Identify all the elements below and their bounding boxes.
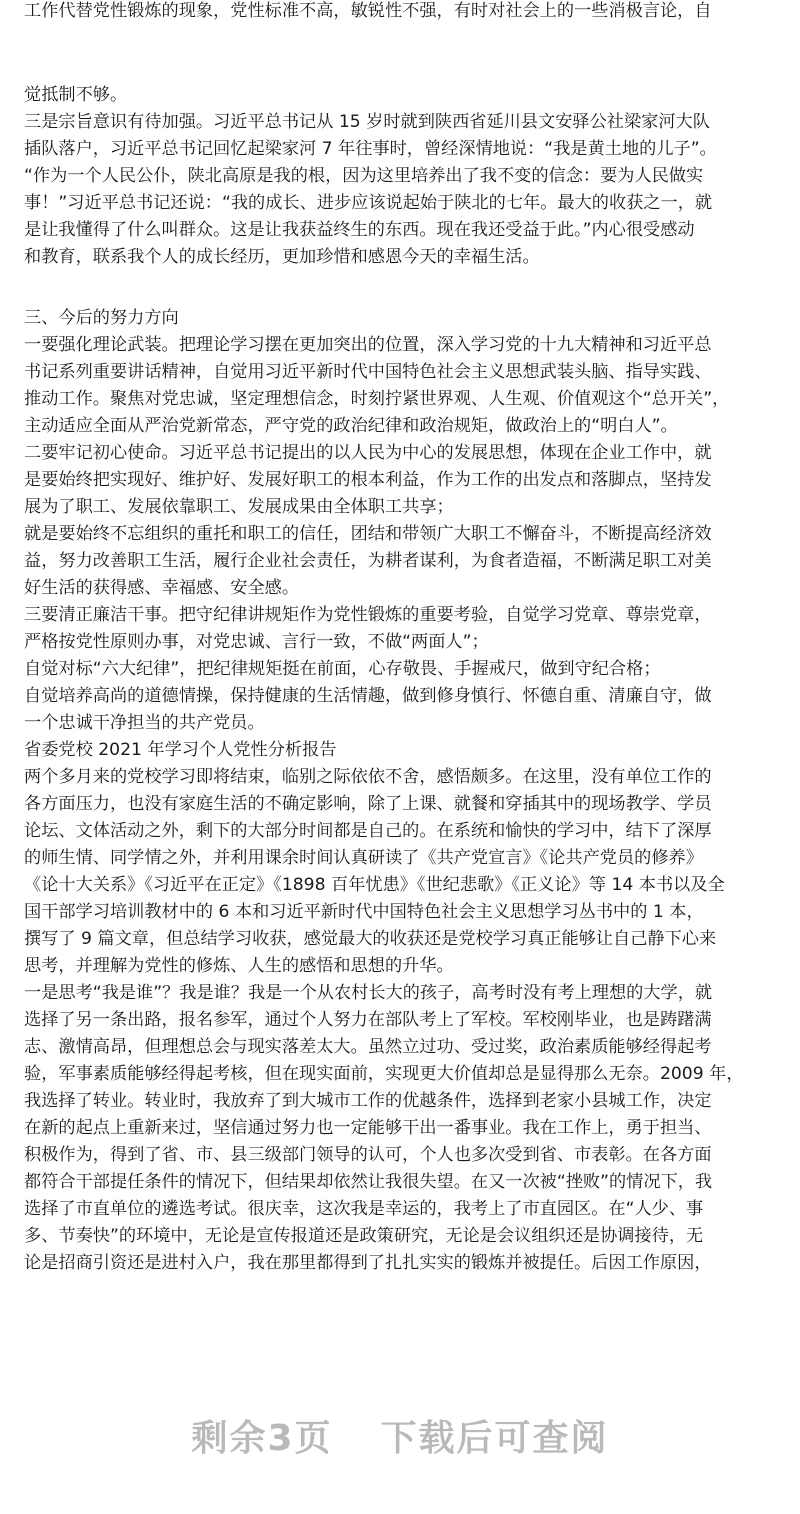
text-line: 和教育，联系我个人的成长经历，更加珍惜和感恩今天的幸福生活。 (24, 247, 540, 267)
text-line: 益，努力改善职工生活，履行企业社会责任，为耕者谋利，为食者造福，不断满足职工对美 (24, 551, 712, 571)
text-line: 多、节奏快”的环境中，无论是宣传报道还是政策研究，无论是会议组织还是协调接待，无 (24, 1226, 704, 1246)
text-line: 志、激情高昂，但理想总会与现实落差太大。虽然立过功、受过奖，政治素质能够经得起考 (24, 1037, 712, 1057)
text-line: 主动适应全面从严治党新常态，严守党的政治纪律和政治规矩，做政治上的“明白人”。 (24, 416, 678, 436)
text-line: 论坛、文体活动之外，剩下的大部分时间都是自己的。在系统和愉快的学习中，结下了深厚 (24, 821, 712, 841)
text-line: 选择了市直单位的遴选考试。很庆幸，这次我是幸运的，我考上了市直园区。在“人少、事 (24, 1199, 704, 1219)
text-line: 撰写了 9 篇文章，但总结学习收获，感觉最大的收获还是党校学习真正能够让自己静下心来 (24, 929, 717, 949)
text-line: 都符合干部提任条件的情况下，但结果却依然让我很失望。在又一次被“挫败”的情况下，我 (24, 1172, 713, 1192)
text-line: 选择了另一条出路，报名参军，通过个人努力在部队考上了军校。军校刚毕业，也是踌躇满 (24, 1010, 712, 1030)
text-line: 思考，并理解为党性的修炼、人生的感悟和思想的升华。 (24, 956, 454, 976)
text-line: 就是要始终不忘组织的重托和职工的信任，团结和带领广大职工不懈奋斗，不断提高经济效 (24, 524, 712, 544)
text-line: 一是思考“我是谁”？我是谁？我是一个从农村长大的孩子，高考时没有考上理想的大学，就 (24, 983, 713, 1003)
text-line: 积极作为，得到了省、市、县三级部门领导的认可，个人也多次受到省、市表彰。在各方面 (24, 1145, 712, 1165)
text-line: 自觉培养高尚的道德情操，保持健康的生活情趣，做到修身慎行、怀德自重、清廉自守，做 (24, 686, 712, 706)
text-line: 工作代替党性锻炼的现象，党性标准不高，敏锐性不强，有时对社会上的一些消极言论，自 (24, 1, 712, 21)
text-line: 好生活的获得感、幸福感、安全感。 (24, 578, 300, 598)
text-line: 插队落户，习近平总书记回忆起梁家河 7 年往事时，曾经深情地说：“我是黄土地的儿子”。 (24, 139, 717, 159)
text-line: 书记系列重要讲话精神，自觉用习近平新时代中国特色社会主义思想武装头脑、指导实践、 (24, 362, 712, 382)
text-line: 国干部学习培训教材中的 6 本和习近平新时代中国特色社会主义思想学习丛书中的 1 本， (24, 902, 704, 922)
text-line: 一要强化理论武装。把理论学习摆在更加突出的位置，深入学习党的十九大精神和习近平总 (24, 335, 712, 355)
text-line: 我选择了转业。转业时，我放弃了到大城市工作的优越条件，选择到老家小县城工作，决定 (24, 1091, 712, 1111)
text-line: 推动工作。聚焦对党忠诚，坚定理想信念，时刻拧紧世界观、人生观、价值观这个“总开关”， (24, 389, 730, 409)
text-line: 三要清正廉洁干事。把守纪律讲规矩作为党性锻炼的重要考验，自觉学习党章、尊崇党章， (24, 605, 712, 625)
remaining-pages-label: 剩余3页 (191, 1418, 333, 1459)
text-line: 三、今后的努力方向 (24, 308, 179, 328)
text-line: 觉抵制不够。 (24, 85, 128, 105)
text-line: 验，军事素质能够经得起考核，但在现实面前，实现更大价值却总是显得那么无奈。2009 年， (24, 1064, 744, 1084)
text-line: 论是招商引资还是进村入户，我在那里都得到了扎扎实实的锻炼并被提任。后因工作原因， (24, 1253, 712, 1273)
text-line: 《论十大关系》《习近平在正定》《1898 百年忧患》《世纪悲歌》《正义论》等 14 本书以及全 (24, 875, 725, 895)
text-line: 三是宗旨意识有待加强。习近平总书记从 15 岁时就到陕西省延川县文安驿公社梁家河大队 (24, 112, 710, 132)
text-line: 省委党校 2021 年学习个人党性分析报告 (24, 740, 337, 760)
text-line: 展为了职工、发展依靠职工、发展成果由全体职工共享； (24, 497, 454, 517)
download-to-read-label: 下载后可查阅 (380, 1418, 609, 1459)
text-line: 自觉对标“六大纪律”，把纪律规矩挺在前面，心存敬畏、手握戒尺，做到守纪合格； (24, 659, 661, 679)
text-line: 各方面压力，也没有家庭生活的不确定影响，除了上课、就餐和穿插其中的现场教学、学员 (24, 794, 712, 814)
text-line: 严格按党性原则办事，对党忠诚、言行一致，不做“两面人”； (24, 632, 489, 652)
text-line: 的师生情、同学情之外，并利用课余时间认真研读了《共产党宣言》《论共产党员的修养》 (24, 848, 703, 868)
download-prompt[interactable] (0, 1410, 800, 1461)
text-line: 是要始终把实现好、维护好、发展好职工的根本利益，作为工作的出发点和落脚点，坚持发 (24, 470, 712, 490)
text-line: 两个多月来的党校学习即将结束，临别之际依依不舍，感悟颇多。在这里，没有单位工作的 (24, 767, 712, 787)
text-line: 在新的起点上重新来过，坚信通过努力也一定能够干出一番事业。我在工作上，勇于担当、 (24, 1118, 712, 1138)
text-line: 事！”习近平总书记还说：“我的成长、进步应该说起始于陕北的七年。最大的收获之一，就 (24, 193, 713, 213)
text-line: 一个忠诚干净担当的共产党员。 (24, 713, 265, 733)
text-line: 是让我懂得了什么叫群众。这是让我获益终生的东西。现在我还受益于此。”内心很受感动 (24, 220, 695, 240)
text-line: “作为一个人民公仆，陕北高原是我的根，因为这里培养出了我不变的信念：要为人民做实 (24, 166, 704, 186)
text-line: 二要牢记初心使命。习近平总书记提出的以人民为中心的发展思想，体现在企业工作中，就 (24, 443, 712, 463)
